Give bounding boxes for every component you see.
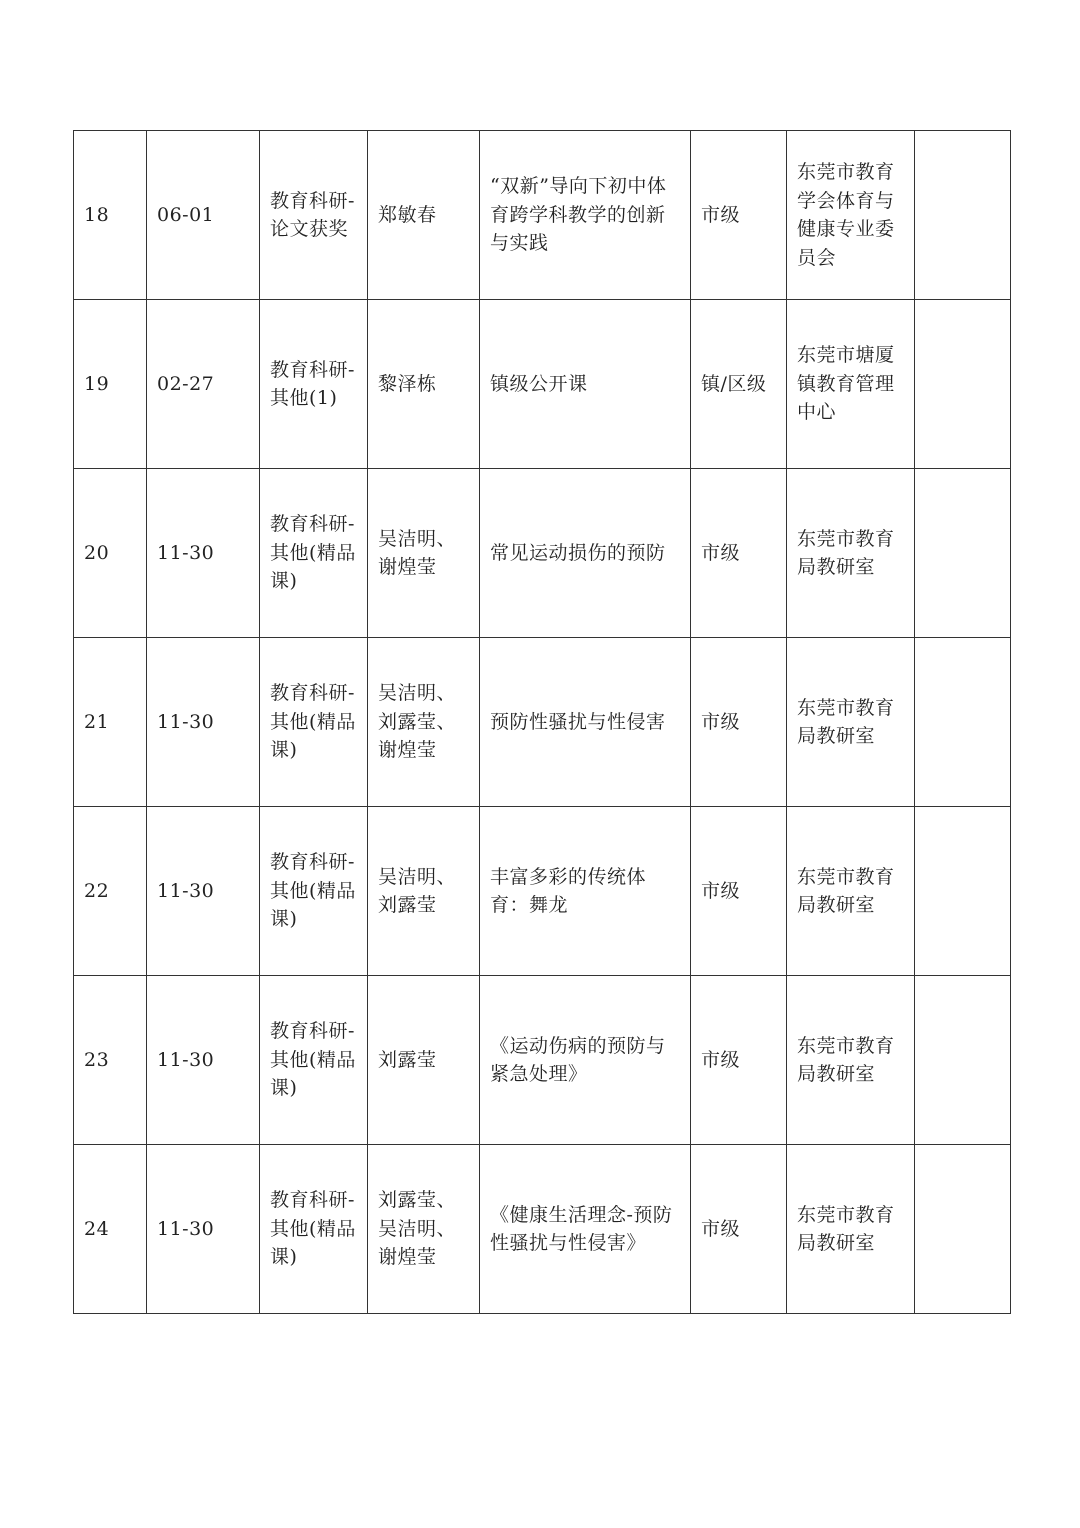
cell-category: 教育科研-其他(1) bbox=[260, 300, 368, 469]
table-row bbox=[74, 638, 1011, 807]
cell-organization: 东莞市教育局教研室 bbox=[787, 807, 915, 976]
cell-title: 常见运动损伤的预防 bbox=[480, 469, 691, 638]
cell-category: 教育科研-其他(精品课) bbox=[260, 469, 368, 638]
cell-title: 《运动伤病的预防与紧急处理》 bbox=[480, 976, 691, 1145]
cell-person: 刘露莹 bbox=[368, 976, 480, 1145]
cell-note bbox=[915, 1145, 1011, 1314]
table-row bbox=[74, 131, 1011, 300]
cell-organization: 东莞市教育学会体育与健康专业委员会 bbox=[787, 131, 915, 300]
cell-level: 市级 bbox=[691, 638, 787, 807]
records-table-body bbox=[74, 131, 1011, 1314]
cell-category: 教育科研-其他(精品课) bbox=[260, 807, 368, 976]
cell-note bbox=[915, 976, 1011, 1145]
cell-date: 11-30 bbox=[147, 1145, 260, 1314]
cell-organization: 东莞市教育局教研室 bbox=[787, 976, 915, 1145]
cell-level: 市级 bbox=[691, 469, 787, 638]
cell-title: 《健康生活理念-预防性骚扰与性侵害》 bbox=[480, 1145, 691, 1314]
cell-category: 教育科研-其他(精品课) bbox=[260, 638, 368, 807]
cell-date: 02-27 bbox=[147, 300, 260, 469]
cell-person: 吴洁明、谢煌莹 bbox=[368, 469, 480, 638]
cell-note bbox=[915, 300, 1011, 469]
table-row bbox=[74, 469, 1011, 638]
cell-category: 教育科研-论文获奖 bbox=[260, 131, 368, 300]
cell-level: 市级 bbox=[691, 131, 787, 300]
cell-organization: 东莞市教育局教研室 bbox=[787, 638, 915, 807]
table-row bbox=[74, 300, 1011, 469]
cell-person: 黎泽栋 bbox=[368, 300, 480, 469]
cell-date: 11-30 bbox=[147, 638, 260, 807]
cell-person: 吴洁明、刘露莹 bbox=[368, 807, 480, 976]
cell-date: 11-30 bbox=[147, 469, 260, 638]
cell-organization: 东莞市塘厦镇教育管理中心 bbox=[787, 300, 915, 469]
table-row bbox=[74, 976, 1011, 1145]
cell-title: 丰富多彩的传统体育：舞龙 bbox=[480, 807, 691, 976]
cell-number: 21 bbox=[74, 638, 147, 807]
cell-note bbox=[915, 638, 1011, 807]
cell-note bbox=[915, 469, 1011, 638]
cell-number: 23 bbox=[74, 976, 147, 1145]
cell-note bbox=[915, 131, 1011, 300]
cell-title: “双新”导向下初中体育跨学科教学的创新与实践 bbox=[480, 131, 691, 300]
cell-level: 市级 bbox=[691, 807, 787, 976]
cell-level: 市级 bbox=[691, 976, 787, 1145]
cell-category: 教育科研-其他(精品课) bbox=[260, 1145, 368, 1314]
cell-note bbox=[915, 807, 1011, 976]
cell-number: 22 bbox=[74, 807, 147, 976]
cell-person: 郑敏春 bbox=[368, 131, 480, 300]
table-row bbox=[74, 807, 1011, 976]
cell-person: 刘露莹、吴洁明、谢煌莹 bbox=[368, 1145, 480, 1314]
cell-level: 市级 bbox=[691, 1145, 787, 1314]
cell-number: 20 bbox=[74, 469, 147, 638]
cell-title: 镇级公开课 bbox=[480, 300, 691, 469]
records-table bbox=[73, 130, 1011, 1314]
cell-title: 预防性骚扰与性侵害 bbox=[480, 638, 691, 807]
table-row bbox=[74, 1145, 1011, 1314]
cell-person: 吴洁明、刘露莹、谢煌莹 bbox=[368, 638, 480, 807]
cell-level: 镇/区级 bbox=[691, 300, 787, 469]
cell-category: 教育科研-其他(精品课) bbox=[260, 976, 368, 1145]
cell-number: 18 bbox=[74, 131, 147, 300]
cell-date: 11-30 bbox=[147, 807, 260, 976]
cell-date: 11-30 bbox=[147, 976, 260, 1145]
cell-organization: 东莞市教育局教研室 bbox=[787, 469, 915, 638]
cell-date: 06-01 bbox=[147, 131, 260, 300]
cell-number: 19 bbox=[74, 300, 147, 469]
cell-organization: 东莞市教育局教研室 bbox=[787, 1145, 915, 1314]
cell-number: 24 bbox=[74, 1145, 147, 1314]
